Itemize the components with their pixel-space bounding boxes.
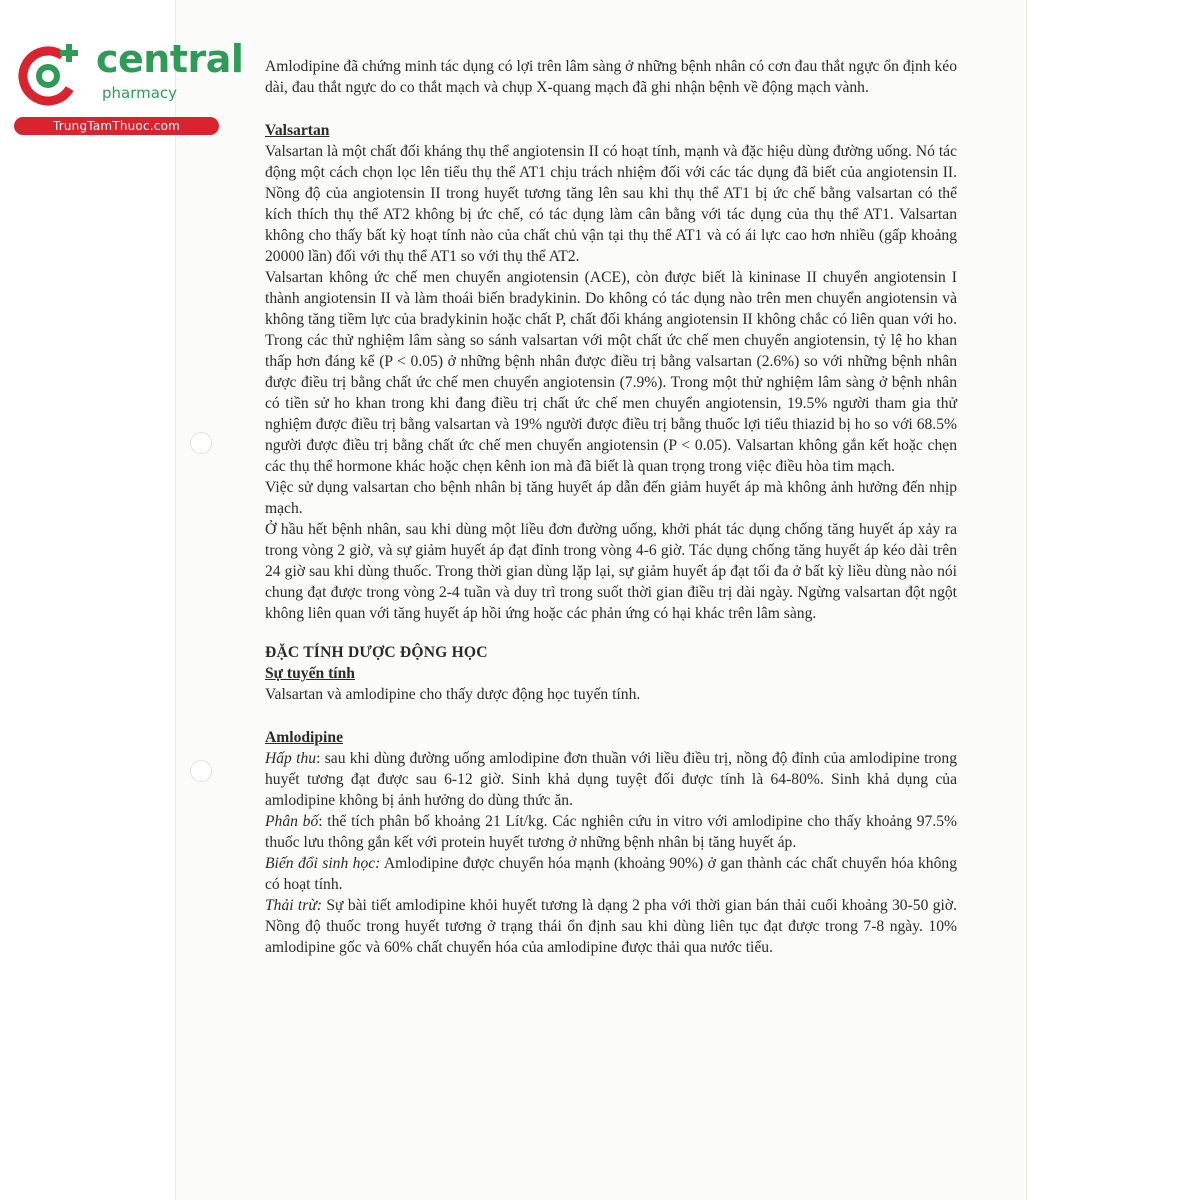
absorption-label: Hấp thu <box>265 750 317 767</box>
absorption-text: : sau khi dùng đường uống amlodipine đơn thuần với liều điều trị, nồng độ đỉnh của amlodipine trong huyết tương đạt được sau 6-12 giờ. Sinh khả dụng tuyệt đối được tính là 64-80%. Sinh khả dụng của amlodipine không bị ảnh hưởng do dùng thức ăn. <box>265 750 957 809</box>
amlodipine-heading: Amlodipine <box>265 729 343 746</box>
logo-wordmark: central <box>96 37 244 81</box>
biotransformation-paragraph <box>265 853 957 895</box>
biotransformation-text: Amlodipine được chuyển hóa mạnh (khoảng 90%) ở gan thành các chất chuyển hóa không có hoạt tính. <box>265 855 957 893</box>
pharmacy-logo-icon <box>14 38 86 110</box>
valsartan-paragraph-4: Ở hầu hết bệnh nhân, sau khi dùng một liều đơn đường uống, khởi phát tác dụng chống tăng huyết áp xảy ra trong vòng 2 giờ, và sự giảm huyết áp đạt đỉnh trong vòng 4-6 giờ. Tác dụng chống tăng huyết áp kéo dài trên 24 giờ sau khi dùng thuốc. Trong thời gian dùng lặp lại, sự giảm huyết áp đạt tối đa ở bất kỳ liều dùng nào nói chung đạt được trong vòng 2-4 tuần và duy trì trong suốt thời gian điều trị dài ngày. Ngừng valsartan đột ngột không liên quan với tăng huyết áp hồi ứng hoặc các phản ứng có hại khác trên lâm sàng. <box>265 521 957 622</box>
linearity-paragraph: Valsartan và amlodipine cho thấy dược động học tuyến tính. <box>265 686 641 703</box>
intro-paragraph: Amlodipine đã chứng minh tác dụng có lợi trên lâm sàng ở những bệnh nhân có cơn đau thắt ngực ổn định kéo dài, đau thắt ngực do co thắt mạch và chụp X-quang mạch đã ghi nhận bệnh về động mạch vành. <box>265 58 957 96</box>
central-pharmacy-logo <box>10 36 244 136</box>
distribution-text: : thể tích phân bố khoảng 21 Lít/kg. Các nghiên cứu in vitro với amlodipine cho thấy khoảng 97.5% thuốc lưu thông gắn kết với protein huyết tương ở những bệnh nhân bị tăng huyết áp. <box>265 813 957 851</box>
elimination-paragraph <box>265 895 957 958</box>
logo-site-banner: TrungTamThuoc.com <box>14 117 219 135</box>
elimination-text: Sự bài tiết amlodipine khỏi huyết tương là dạng 2 pha với thời gian bán thải cuối khoảng 30-50 giờ. Nồng độ thuốc trong huyết tương ở trạng thái ổn định sau khi dùng liên tục đạt được trong 7-8 ngày. 10% amlodipine gốc và 60% chất chuyển hóa của amlodipine được thải qua nước tiểu. <box>265 897 957 956</box>
punch-hole-top <box>190 432 212 454</box>
distribution-paragraph <box>265 811 957 853</box>
valsartan-paragraph-3: Việc sử dụng valsartan cho bệnh nhân bị tăng huyết áp dẫn đến giảm huyết áp mà không ảnh hưởng đến nhịp mạch. <box>265 479 957 517</box>
punch-hole-bottom <box>190 760 212 782</box>
valsartan-paragraph-1: Valsartan là một chất đối kháng thụ thể angiotensin II có hoạt tính, mạnh và đặc hiệu dùng đường uống. Nó tác động một cách chọn lọc lên tiểu thụ thể AT1 chịu trách nhiệm đối với các tác dụng đã biết của angiotensin II. Nồng độ của angiotensin II trong huyết tương tăng lên sau khi thụ thể AT1 bị ức chế bằng valsartan có thể kích thích thụ thể AT2 không bị ức chế, có tác dụng làm cân bằng với tác dụng của thụ thể AT1. Valsartan không cho thấy bất kỳ hoạt tính nào của chất chủ vận tại thụ thể AT1 và có ái lực cao hơn nhiều (gấp khoảng 20000 lần) đối với thụ thể AT1 so với thụ thể AT2. <box>265 143 957 265</box>
distribution-label: Phân bố <box>265 813 319 830</box>
document-body <box>265 56 957 958</box>
valsartan-heading: Valsartan <box>265 122 330 139</box>
valsartan-paragraph-2: Valsartan không ức chế men chuyển angiotensin (ACE), còn được biết là kininase II chuyển angiotensin I thành angiotensin II và làm thoái biến bradykinin. Do không có tác dụng nào trên men chuyển angiotensin và không tăng tiềm lực của bradykinin hoặc chất P, chất đối kháng angiotensin II không chắc có liên quan với ho. Trong các thử nghiệm lâm sàng so sánh valsartan với một chất ức chế men chuyển angiotensin, tỷ lệ ho khan thấp hơn đáng kể (P < 0.05) ở những bệnh nhân được điều trị bằng valsartan (2.6%) so với những bệnh nhân được điều trị bằng chất ức chế men chuyển angiotensin (7.9%). Trong một thử nghiệm lâm sàng ở bệnh nhân có tiền sử ho khan trong khi đang điều trị chất ức chế men chuyển angiotensin, 19.5% người tham gia thử nghiệm được điều trị bằng valsartan và 19% người được điều trị bằng thuốc lợi tiểu thiazid bị ho so với 68.5% người được điều trị bằng chất ức chế men chuyển angiotensin (P < 0.05). Valsartan không gắn kết hoặc chẹn các thụ thể hormone khác hoặc chẹn kênh ion mà đã biết là quan trọng trong việc điều hòa tim mạch. <box>265 269 957 475</box>
pharmacokinetics-heading: ĐẶC TÍNH DƯỢC ĐỘNG HỌC <box>265 644 488 661</box>
elimination-label: Thải trừ: <box>265 897 323 914</box>
absorption-paragraph <box>265 748 957 811</box>
logo-subtitle: pharmacy <box>102 84 178 102</box>
linearity-heading: Sự tuyến tính <box>265 665 355 682</box>
biotransformation-label: Biến đổi sinh học: <box>265 855 381 872</box>
